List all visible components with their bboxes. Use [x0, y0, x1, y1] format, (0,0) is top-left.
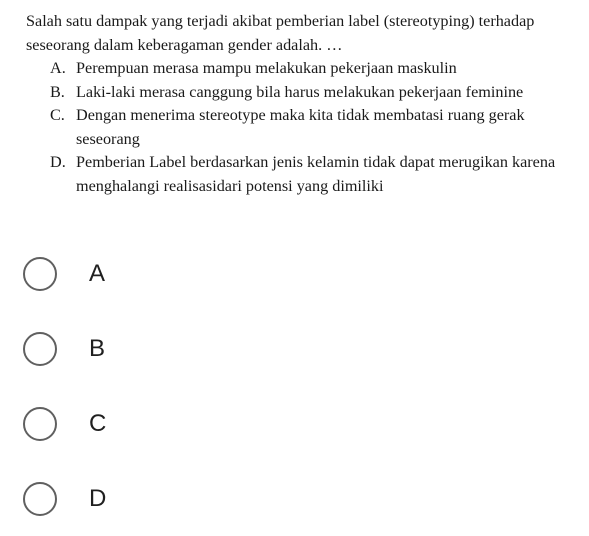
choice-label-c[interactable]: C — [89, 410, 107, 437]
option-text: Laki-laki merasa canggung bila harus melakukan pekerjaan feminine — [76, 82, 524, 101]
option-text: Dengan menerima stereotype maka kita tidak membatasi ruang gerak seseorang — [76, 106, 525, 148]
radio-button-c[interactable] — [23, 407, 57, 441]
choice-label-b[interactable]: B — [89, 335, 106, 362]
radio-button-a[interactable] — [23, 257, 57, 291]
choice-a[interactable] — [23, 252, 323, 296]
option-text-c — [26, 104, 582, 151]
option-text: Pemberian Label berdasarkan jenis kelamin tidak dapat merugikan karena menghalangi realisasidari potensi yang dimiliki — [76, 153, 556, 195]
option-text-b — [26, 81, 582, 105]
question-block — [26, 10, 582, 198]
question-stem: Salah satu dampak yang terjadi akibat pemberian label (stereotyping) terhadap seseorang dalam keberagaman gender adalah. … — [26, 12, 535, 54]
choice-d[interactable] — [23, 477, 323, 521]
option-letter: B. — [50, 82, 65, 101]
option-letter: A. — [50, 59, 66, 77]
option-text-a — [26, 57, 582, 81]
option-text-d — [26, 151, 582, 198]
choice-label-d[interactable]: D — [89, 485, 107, 512]
answer-options-list — [26, 57, 582, 198]
option-letter: D. — [50, 153, 66, 171]
option-text: Perempuan merasa mampu melakukan pekerjaan maskulin — [76, 59, 457, 77]
choice-label-a[interactable]: A — [89, 260, 106, 287]
option-letter: C. — [50, 106, 65, 124]
choice-b[interactable] — [23, 327, 323, 371]
radio-button-d[interactable] — [23, 482, 57, 516]
choice-c[interactable] — [23, 402, 323, 446]
radio-button-b[interactable] — [23, 332, 57, 366]
